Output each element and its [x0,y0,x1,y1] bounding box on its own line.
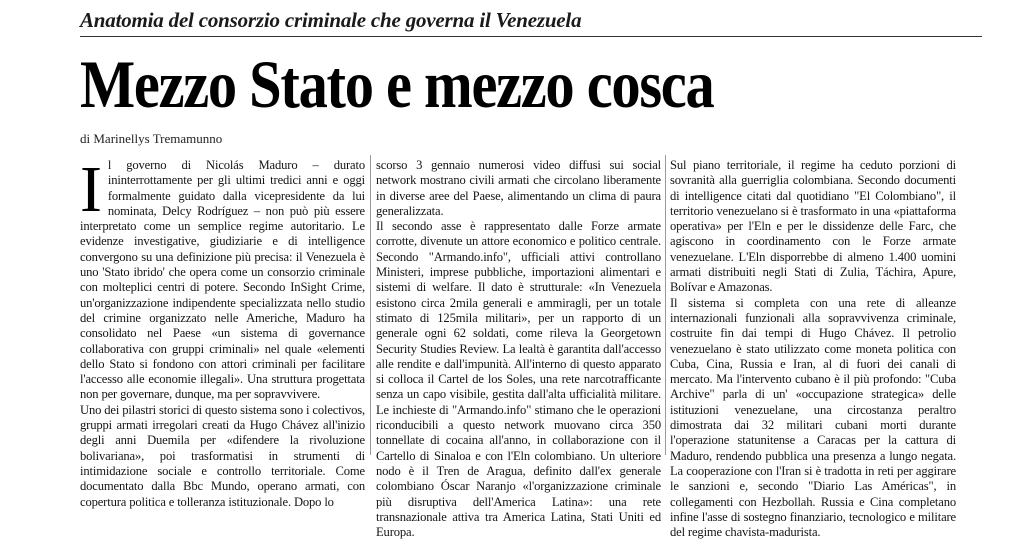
headline: Mezzo Stato e mezzo cosca [80,46,714,122]
drop-cap: I [80,153,102,226]
paragraph: Il sistema si completa con una rete di alleanze internazionali funzionali alla sopravvivenza criminale, costruite fin dai tempi di Hugo Chávez. Il petrolio venezuelano è stato utilizzato come moneta politica con Cuba, Cina, Russia e Iran, al di fuori dei canali di mercato. Ma l'intervento cubano è il più profondo: "Cuba Archive" parla di un' «occupazione strategica» delle istituzioni venezuelane, una circostanza peraltro dimostrata dai 32 militari cubani morti durante l'operazione statunitense a Caracas per la cattura di Maduro, rendendo pubblica una presenza a lungo negata. La cooperazione con l'Iran si è tradotta in reti per aggirare le sanzioni e, secondo "Diario Las Américas", in collegamenti con Hezbollah. Russia e Cina completano infine l'asse di sostegno finanziario, tecnologico e militare del regime chavista-madurista. [670,295,956,540]
paragraph: l governo di Nicolás Maduro – durato ininterrottamente per gli ultimi tredici anni e oggi formalmente guidato dalla vicepresidente da lui nominata, Delcy Rodríguez – non può più essere interpretato come un semplice regime autoritario. Le evidenze investigative, giudiziarie e di intelligence convergono su una definizione più precisa: il Venezuela è uno 'Stato ibrido' che opera come un consorzio criminale con molteplici centri di potere. Secondo InSight Crime, un'organizzazione indipendente specializzata nello studio del crimine organizzato nelle Americhe, Maduro ha consolidato nel Paese «un sistema di governance collaborativa con gruppi criminali» nel quale «elementi dello Stato si fondono con attori criminali per facilitare l'accesso alle economie illegali». Una struttura progettata non per governare, dunque, ma per sopravvivere. [80,158,365,402]
paragraph: scorso 3 gennaio numerosi video diffusi sui social network mostrano civili armati che circolano liberamente in diverse aree del Paese, alimentando un clima di paura generalizzata. [376,158,661,218]
paragraph: Uno dei pilastri storici di questo sistema sono i colectivos, gruppi armati irregolari creati da Hugo Chávez all'inizio degli anni Duemila per «difendere la rivoluzione bolivariana», poi trasformatisi in strumenti di intimidazione sociale e controllo territoriale. Come documentato dalla Bbc Mundo, operano armati, con copertura politica e tolleranza istituzionale. Dopo lo [80,402,365,509]
paragraph: Sul piano territoriale, il regime ha ceduto porzioni di sovranità alla guerriglia colombiana. Secondo documenti di intelligence citati dal quotidiano "El Colombiano", il territorio venezuelano si è trasformato in una «piattaforma operativa» per l'Eln e per le dissidenze delle Farc, che agiscono in coordinamento con le Forze armate venezuelane. L'Eln disporrebbe di almeno 1.400 uomini armati distribuiti negli Stati di Zulia, Táchira, Apure, Bolívar e Amazonas. [670,158,956,295]
paragraph: Il secondo asse è rappresentato dalle Forze armate corrotte, divenute un attore economico e politico centrale. Secondo "Armando.info", ufficiali attivi controllano Ministeri, imprese pubbliche, importazioni alimentari e sistemi di welfare. Il dato è strutturale: «In Venezuela esistono circa 2mila generali e ammiragli, per un totale stimato di 125mila militari», per un rapporto di un generale ogni 62 soldati, come rileva la Georgetown Security Studies Review. La lealtà è garantita dall'accesso alle rendite e dall'impunità. All'interno di questo apparato si colloca il Cartel de los Soles, una rete narcotrafficante senza un capo visibile, gestita dall'alta ufficialità militare. Le inchieste di "Armando.info" stimano che le operazioni riconducibili a questo network muovano circa 350 tonnellate di cocaina all'anno, in collaborazione con il Cartello di Sinaloa e con l'Eln colombiano. Un ulteriore nodo è il Tren de Aragua, definito dall'ex generale colombiano Óscar Naranjo «l'organizzazione criminale più disruptiva dell'America Latina»: una rete transnazionale attiva tra America Latina, Stati Uniti ed Europa. [376,219,661,540]
article-column-2 [376,158,661,540]
column-divider [370,155,371,455]
kicker: Anatomia del consorzio criminale che governa il Venezuela [80,8,582,32]
kicker-rule [80,36,982,37]
article-column-1 [80,153,365,509]
byline: di Marinellys Tremamunno [80,131,223,146]
article-column-3 [670,158,956,540]
column-divider [665,155,666,455]
